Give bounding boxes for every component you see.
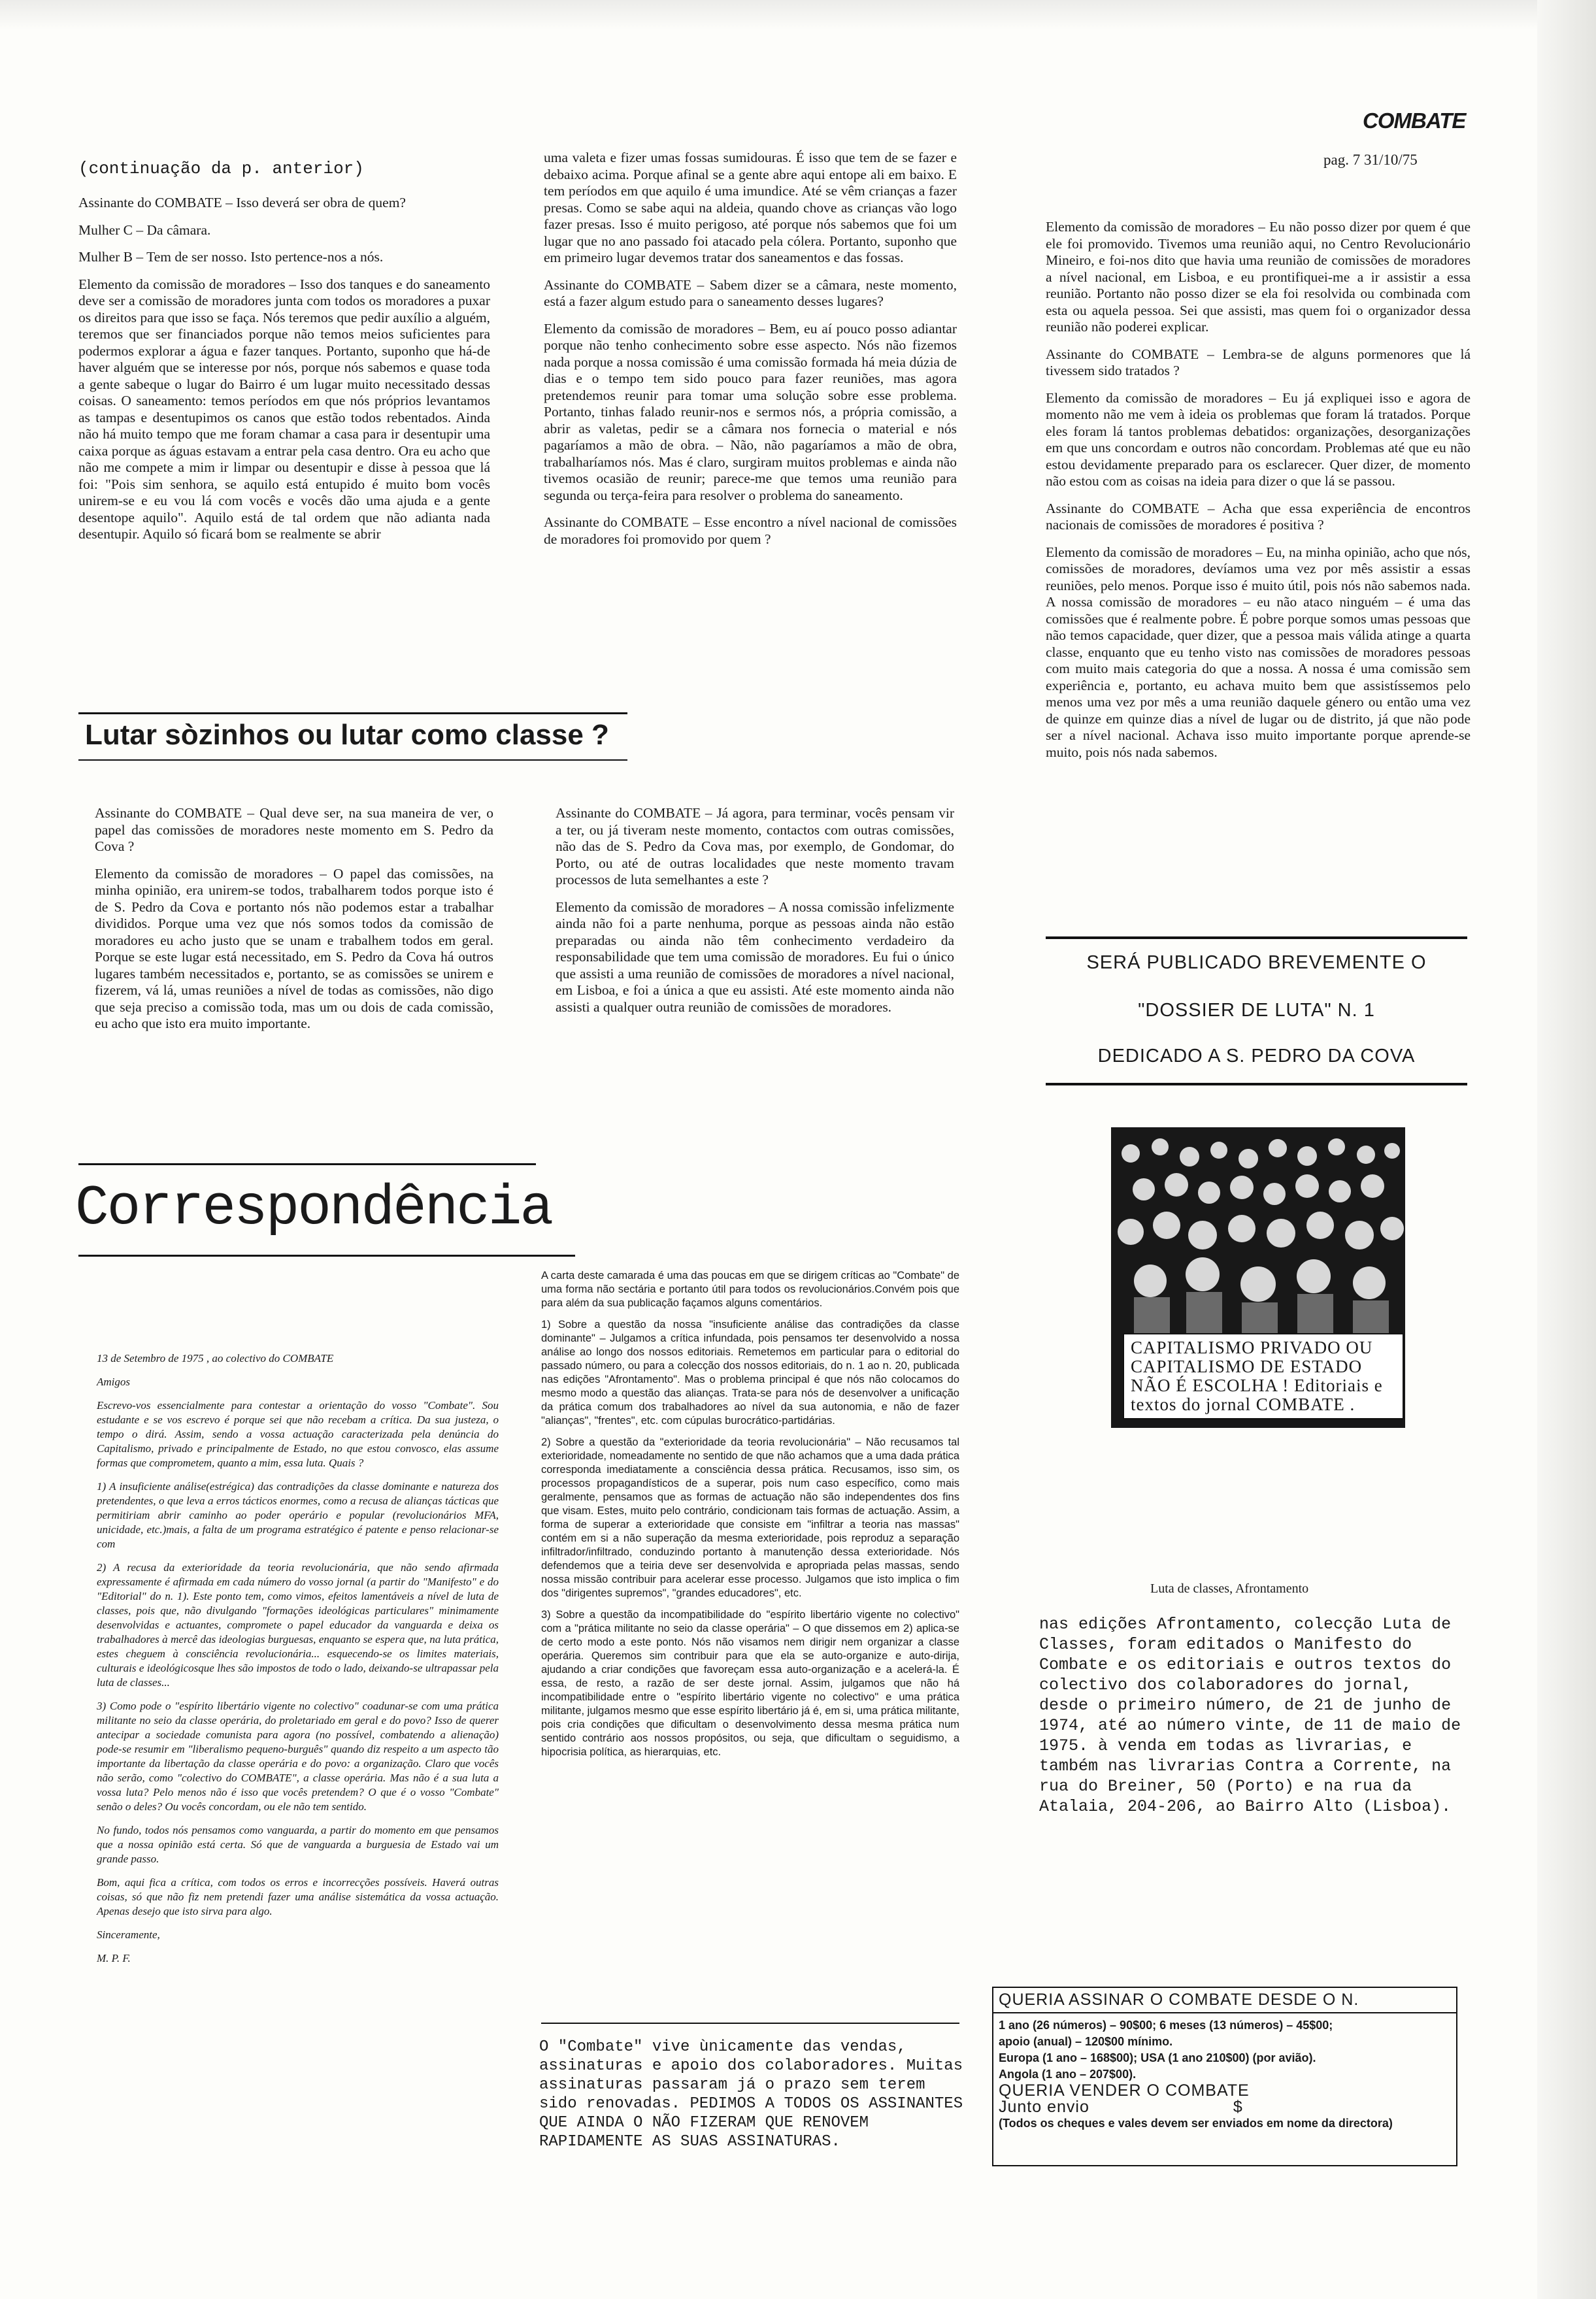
interview-paragraph: Assinante do COMBATE – Esse encontro a nível nacional de comissões de moradores foi promovido por quem ? bbox=[544, 514, 957, 547]
headline-rule-bottom bbox=[78, 759, 627, 761]
letter-closing: Sinceramente, bbox=[97, 1928, 160, 1941]
letter-paragraph: 3) Como pode o "espírito libertário vigente no colectivo" coadunar-se com uma prática militante no seio da classe operária, do proletariado em geral e do povo? Isso de querer antecipar a sociedade comunista para agora (no possível, combatendo a alienação) pode-se resumir em "liberalismo pequeno-burguês" quando diz respeito a um aspecto tão importante da libertação da classe operária e do povo: a organização. Claro que vocês não serão, como "colectivo do COMBATE", a classe operária. Mas não é a sua luta a vossa luta? Pelo menos não é isso que vocês pretendem? O que é o vosso "Combate" senão o deles? Ou vocês concordam, ou ele não tem sentido. bbox=[97, 1700, 499, 1813]
sell-label: QUERIA VENDER O COMBATE bbox=[999, 2081, 1250, 2100]
interview-paragraph: Elemento da comissão de moradores – A nossa comissão infelizmente ainda não foi a parte nenhuma, porque as pessoas ainda não estão preparadas ou ainda não têm conhecimento verdadeiro da responsabilidade que tem uma comissão de moradores. Eu fui o único que assisti a uma reunião de comissões de moradores a nível nacional, em Lisboa, e foi a única a que eu assisti. Até este momento ainda não assisti a qualquer outra reunião de comissões de moradores. bbox=[556, 899, 954, 1015]
letter-greeting: Amigos bbox=[97, 1376, 130, 1388]
reader-letter bbox=[97, 1351, 499, 1975]
letter-paragraph: Escrevo-vos essencialmente para contestar a orientação do vosso "Combate". Sou estudante e se vos escrevo é porque sei que não recebam a crítica. Da sua justeza, o tempo o dirá. Assim, sendo a vossa actuação caracterizada pela denúncia do Capitalismo, privado e principalmente de Estado, no que estou convosco, elas assume formas que comprometem, quanto a mim, essa luta. Quais ? bbox=[97, 1399, 499, 1469]
page-info: pag. 7 31/10/75 bbox=[1323, 152, 1418, 168]
correspondence-rule-top bbox=[78, 1163, 536, 1165]
interview-paragraph: Assinante do COMBATE – Sabem dizer se a câmara, neste momento, está a fazer algum estudo para o saneamento desses lugares? bbox=[544, 276, 957, 309]
dossier-line-3: DEDICADO A S. PEDRO DA COVA bbox=[1097, 1046, 1416, 1067]
editorial-reply bbox=[541, 1269, 959, 1767]
correspondence-rule-bottom bbox=[78, 1255, 575, 1257]
interview-paragraph: Elemento da comissão de moradores – Isso dos tanques e do saneamento deve ser a comissão de moradores junta com todos os moradores a puxar os direitos para que isso se faça. Nós teremos que pedir auxílio a alguém, teremos que ser financiados porque não temos meios suficientes para podermos explorar a água e fazer tanques. Portanto, suponho que há-de haver alguém que se interesse por nós, porque nós sabemos e quase toda a gente sabeque o lugar do Bairro é um lugar muito necessitado dessas coisas. O saneamento: temos períodos em que nós próprios levantamos as tampas e desentupimos os canos que estão todos rebentados. Ainda não há muito tempo que me foram chamar a casa para ir desentupir uma caixa porque as águas estavam a entrar pela casa dentro. Ora eu acho que não me compete a mim ir limpar ou desentupir e disse à pessoa que lá foi: "Pois sim senhora, se aquilo está entupido é muito bom vocês unirem-se e eu vou lá com vocês e vocês dão uma ajuda e a gente desentope aquilo". Aquilo está de tal ordem que não adianta nada desentupir. Aquilo só ficará bom se realmente se abrir bbox=[78, 276, 490, 542]
interview-column-1 bbox=[78, 195, 490, 554]
continuation-note: (continuação da p. anterior) bbox=[78, 159, 364, 178]
dossier-rule-top bbox=[1046, 936, 1467, 939]
interview-paragraph: Assinante do COMBATE – Isso deverá ser obra de quem? bbox=[78, 195, 406, 210]
section2-column-1 bbox=[95, 805, 493, 1043]
letter-paragraph: Bom, aqui fica a crítica, com todos os erros e incorrecções possíveis. Haverá outras coisas, só que não fiz nem pretendi fazer uma análise sistemática da vossa actuação. Apenas desejo que isto sirva para algo. bbox=[97, 1876, 499, 1917]
subscription-form bbox=[992, 1987, 1457, 2166]
book-ad-title: Luta de classes, Afrontamento bbox=[1150, 1581, 1309, 1596]
interview-paragraph: Elemento da comissão de moradores – Eu já expliquei isso e agora de momento não me vem à ideia os problemas que foram lá tratados. Porque eles foram lá tantos problemas debatidos: organizações, desorganizações em que uns concordam e outros não concordam. Problemas até que eu não estou devidamente preparado para os esclarecer. Quer dizer, de momento não estou com as coisas na ideia para dizer o que lá se passou. bbox=[1046, 389, 1471, 489]
section2-column-2 bbox=[556, 805, 954, 1026]
section-headline: Lutar sòzinhos ou lutar como classe ? bbox=[85, 719, 609, 751]
letter-paragraph: 2) A recusa da exterioridade da teoria revolucionária, que não sendo afirmada expressamente é afirmada em cada número do vosso jornal (a partir do "Manifesto" e do "Editorial" do n. 1). Este ponto tem, como vimos, efeitos lamentáveis a nível de luta de classes, pois que, não divulgando "formações ideológicas particulares" minimamente desenvolvidas e actuantes, compromete o papel educador da vanguarda e deixa os trabalhadores à mercê das ideologias burguesas, enquanto se espera que, na luta prática, estes cheguem à consciência revolucionária... esquecendo-se os limites materiais, culturais e ideológicosque lhes são impostos de todo o lado, deixando-se ultrapassar pela luta de classes... bbox=[97, 1561, 499, 1689]
subscription-header: QUERIA ASSINAR O COMBATE DESDE O N. bbox=[993, 1988, 1456, 2013]
reply-rule bbox=[541, 2023, 959, 2024]
interview-paragraph: Mulher C – Da câmara. bbox=[78, 222, 211, 238]
interview-paragraph: Elemento da comissão de moradores – Eu não posso dizer por quem é que ele foi promovido. Tivemos uma reunião aqui, no Centro Revolucionário Mineiro, e foi-nos dito que havia uma reunião de comissões de moradores a nível nacional, em Lisboa, e eu prontifiquei-me a ir assistir a essa reunião. Portanto não posso dizer se ela foi resolvida ou combinada com esta ou aquela pessoa. Sei que assisti, mas quem foi o organizador dessa reunião não poderei explicar. bbox=[1046, 219, 1471, 335]
scan-edge-right bbox=[1537, 0, 1596, 2299]
interview-column-2 bbox=[544, 150, 957, 558]
letter-date: 13 de Setembro de 1975 , ao colectivo do COMBATE bbox=[97, 1352, 334, 1365]
newspaper-logo: COMBATE bbox=[1363, 108, 1466, 133]
book-cover-caption: CAPITALISMO PRIVADO OU CAPITALISMO DE ESTADO NÃO É ESCOLHA ! Editoriais e textos do jornal COMBATE . bbox=[1123, 1333, 1404, 1419]
reply-intro: A carta deste camarada é uma das poucas em que se dirigem críticas ao "Combate" de uma forma não sectária e portanto útil para todos os revolucionários.Convém pois que para além da sua publicação façamos alguns comentários. bbox=[541, 1270, 959, 1309]
subscription-body bbox=[993, 2013, 1456, 2136]
cheque-note: (Todos os cheques e vales devem ser enviados em nome da directora) bbox=[999, 2117, 1393, 2130]
reply-paragraph: 1) Sobre a questão da nossa "insuficiente análise das contradições da classe dominante" – Julgamos a crítica infundada, pois pensamos ter desenvolvido a nossa análise ao longo dos nossos editoriais. Remetemos em particular para o editorial do passado número, ou para a colecção dos nossos editoriais, do n. 1 ao n. 20, publicada nas edições "Afrontamento". Mas o problema principal é que nós não colocamos do mesmo modo a questão das alianças. Trata-se para nós de desenvolver a unificação da prática comum dos trabalhadores ao nível da sua autonomia, e não de fazer "alianças", "frentes", etc. com cúpulas burocrático-partidárias. bbox=[541, 1319, 959, 1427]
interview-paragraph: Assinante do COMBATE – Acha que essa experiência de encontros nacionais de comissões de moradores é positiva ? bbox=[1046, 500, 1471, 533]
letter-paragraph: 1) A insuficiente análise(estrégica) das contradições da classe dominante e natureza dos pretendentes, o que leva a erros tácticos enormes, como a recusa de alianças tácticas que permitiriam abrir caminho ao poder operário e popular (revolucionários MFA, unicidade, etc.)mais, a falta de um programa estratégico é patente e penso relacionar-se com bbox=[97, 1480, 499, 1550]
currency-sign: $ bbox=[1233, 2098, 1243, 2116]
price-line: Angola (1 ano – 207$00). bbox=[999, 2068, 1137, 2081]
dossier-rule-bottom bbox=[1046, 1083, 1467, 1085]
interview-paragraph: uma valeta e fizer umas fossas sumidouras. É isso que tem de se fazer e debaixo acima. Porque afinal se a gente abre aqui entope ali em baixo. E tem períodos em que aquilo é uma imundice. Até se vêm crianças a fazer presas. Como se sabe aqui na aldeia, quando chove as crianças vão logo fazer presas. Isso é muito perigoso, até porque nós sabemos que foi um lugar que no ano passado foi atacado pela cólera. Portanto, suponho que em primeiro lugar devemos tratar dos saneamentos e das fossas. bbox=[544, 150, 957, 265]
letter-paragraph: No fundo, todos nós pensamos como vanguarda, a partir do momento em que pensamos que a nossa opinião está certa. Só que de vanguarda a burguesia de Estado vai um grande passo. bbox=[97, 1824, 499, 1865]
price-line: apoio (anual) – 120$00 mínimo. bbox=[999, 2035, 1173, 2048]
send-label: Junto envio bbox=[999, 2098, 1089, 2116]
price-line: Europa (1 ano – 168$00); USA (1 ano 210$00) (por avião). bbox=[999, 2051, 1316, 2064]
interview-paragraph: Assinante do COMBATE – Qual deve ser, na sua maneira de ver, o papel das comissões de moradores neste momento em S. Pedro da Cova ? bbox=[95, 805, 493, 854]
interview-paragraph: Assinante do COMBATE – Já agora, para terminar, vocês pensam vir a ter, ou já tiveram neste momento, contactos com outras comissões, não das de S. Pedro da Cova mas, por exemplo, de Gondomar, do Porto, ou até de outras localidades que neste momento travam processos de luta semelhantes a este ? bbox=[556, 805, 954, 887]
scan-edge-top bbox=[0, 0, 1596, 29]
reply-paragraph: 2) Sobre a questão da "exterioridade da teoria revolucionária" – Não recusamos tal exterioridade, nomeadamente no sentido de que não achamos que a uma dada prática corresponda imediatamente a consciência dessa prática. Recusamos, isso sim, os processos propagandísticos de a superar, pois num caso específico, como mais geralmente, pensamos que as formas de actuação não são independentes dos fins que visam. Estes, muito pelo contrário, condicionam tais formas de actuação. Assim, a forma de superar a exterioridade que consiste em "infiltrar a teoria nas massas" contém em si a não superação da mesma exterioridade, pois reproduz a separação infiltrador/infiltrado, conduzindo portanto à manutenção dessa exterioridade. Nós defendemos que a teiria deve ser desenvolvida e apropriada pelas massas, sendo nossa missão contribuir para acelerar esse processo. Julgamos que isto implica o fim dos "dirigentes supremos", "grandes educadores", etc. bbox=[541, 1436, 959, 1599]
interview-paragraph: Elemento da comissão de moradores – O papel das comissões, na minha opinião, era unirem-se todos, trabalharem todos porque isto é de S. Pedro da Cova e portanto nós não podemos estar a trabalhar divididos. Porque uma vez que nós somos todos da comissão de moradores eu acho justo que se unam e trabalhem todos em geral. Porque se este lugar está necessitado, em S. Pedro da Cova há outros lugares também necessitados e, portanto, se as comissões se unirem e fizerem, vá lá, umas reuniões a nível de todas as comissões, não digo que seja preciso a comissão toda, mas um ou dois de cada comissão, eu acho que isto era muito importante. bbox=[95, 865, 493, 1031]
reply-paragraph: 3) Sobre a questão da incompatibilidade do "espírito libertário vigente no colectivo" com a "prática militante no seio da classe operária" – O que dissemos em 2) aplica-se de certo modo a este ponto. Nós não visamos nem dirigir nem organizar a classe operária. Queremos sim contribuir para que ela se auto-organize e auto-dirija, ajudando a criar condições que favoreçam essa auto-organização e a acelerá-la. É essa, de resto, a razão de ser deste jornal. Assim, julgamos que não há incompatibilidade entre o "espírito libertário vigente no colectivo" e uma prática militante, julgamos mesmo que esse espírito libertário já é, em si, uma prática militante, pois cria condições que dificultam o desenvolvimento dessa mesma prática num sentido contrário aos nossos propósitos, ou seja, que dificultam o seguidismo, a hipocrisia política, as hierarquias, etc. bbox=[541, 1609, 959, 1758]
interview-column-3 bbox=[1046, 219, 1471, 771]
letter-signature: M. P. F. bbox=[97, 1952, 131, 1964]
dossier-line-2: "DOSSIER DE LUTA" N. 1 bbox=[1138, 1000, 1375, 1021]
dossier-line-1: SERÁ PUBLICADO BREVEMENTE O bbox=[1086, 952, 1427, 973]
interview-paragraph: Assinante do COMBATE – Lembra-se de alguns pormenores que lá tivessem sido tratados ? bbox=[1046, 346, 1471, 378]
sales-note: O "Combate" vive ùnicamente das vendas, assinaturas e apoio dos colaboradores. Muitas assinaturas passaram já o prazo sem terem sido renovadas. PEDIMOS A TODOS OS ASSINANTES QUE AINDA O NÃO FIZERAM QUE RENOVEM RAPIDAMENTE AS SUAS ASSINATURAS. bbox=[539, 2038, 963, 2151]
interview-paragraph: Elemento da comissão de moradores – Eu, na minha opinião, acho que nós, comissões de moradores, devíamos uma vez por mês assistir a essas reuniões, pelo menos. Porque isso é muito útil, pois nós não sabemos nada. A nossa comissão de moradores – eu não ataco ninguém – é uma das comissões que é realmente pobre. É pobre porque somos umas pessoas que não temos capacidade, quer dizer, que a pessoa mais válida atinge a quarta classe, enquanto que eu tenho visto nas comissões de moradores pessoas com muito mais categoria do que a nossa. A nossa é uma comissão sem experiência e, portanto, eu achava muito bem que assistíssemos pelo menos uma vez por mês a uma reunião daquele género ou então uma vez de quinze em quinze dias a nível de lugar ou de distrito, já que não pode ser a nível nacional. Achava isso muito importante porque aprende-se muito, pois nós nada sabemos. bbox=[1046, 544, 1471, 760]
headline-rule-top bbox=[78, 712, 627, 714]
correspondence-title: Correspondência bbox=[75, 1176, 552, 1240]
book-ad-text: nas edições Afrontamento, colecção Luta de Classes, foram editados o Manifesto do Combate e os editoriais e outros textos do colectivo dos colaboradores do jornal, desde o primeiro número, de 21 de junho de 1974, até ao número vinte, de 11 de maio de 1975. à venda em todas as livrarias, e também nas livrarias Contra a Corrente, na rua do Breiner, 50 (Porto) e na rua da Atalaia, 204-206, ao Bairro Alto (Lisboa). bbox=[1039, 1615, 1461, 1816]
send-line bbox=[999, 2099, 1451, 2115]
interview-paragraph: Mulher B – Tem de ser nosso. Isto pertence-nos a nós. bbox=[78, 249, 384, 265]
price-line: 1 ano (26 números) – 90$00; 6 meses (13 números) – 45$00; bbox=[999, 2019, 1333, 2032]
interview-paragraph: Elemento da comissão de moradores – Bem, eu aí pouco posso adiantar porque não tenho conhecimento sobre esse aspecto. Nós não fizemos nada porque a nossa comissão é uma comissão formada há meia dúzia de dias e o tempo tem sido pouco para fazer reuniões, mas agora pretendemos reunir para tomar uma solução sobre esse problema. Portanto, tinhas falado reunir-nos e sermos nós, a própria comissão, a abrir as valetas, pedir se a câmara nos fornecia o material e nós pagaríamos a mão de obra. – Não, não pagaríamos a mão de obra, trabalharíamos nós. Mas é claro, surgiram muitos problemas e ainda não tivemos ocasião de reunir; parece-me que temos uma reunião para segunda ou terça-feira para resolver o problema do saneamento. bbox=[544, 320, 957, 503]
